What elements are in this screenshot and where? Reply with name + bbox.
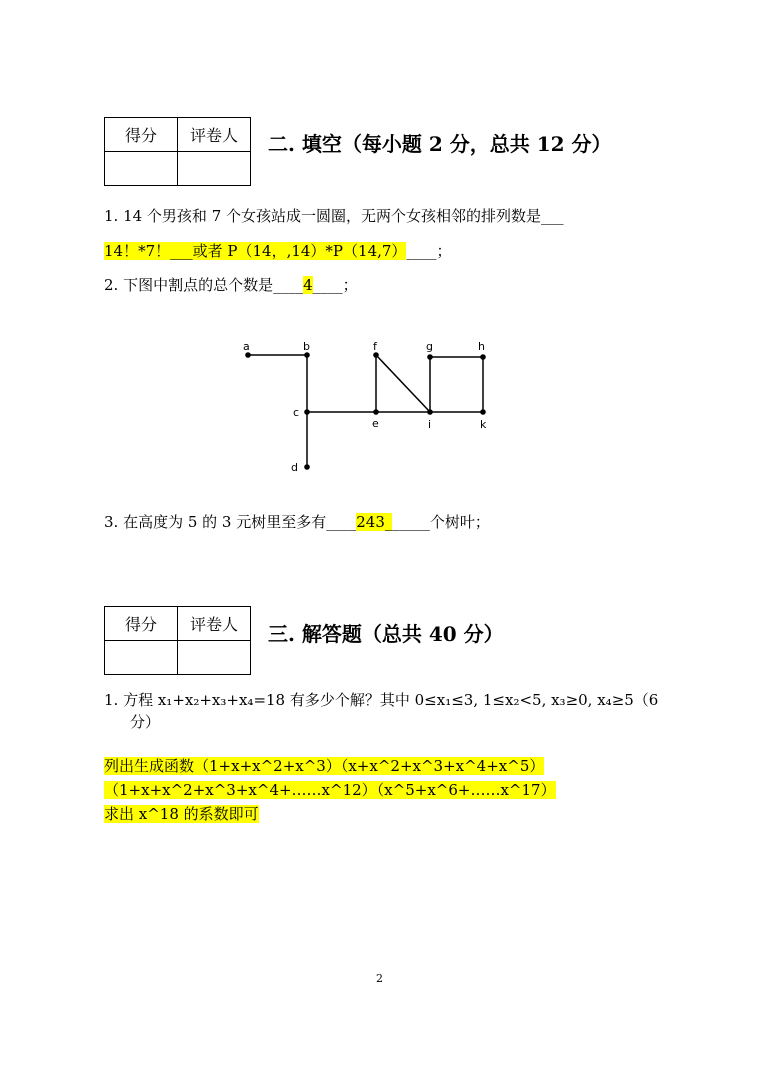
- score-header: 得分: [105, 118, 178, 152]
- q3-line: [104, 511, 490, 532]
- s3-answer-line-3: [104, 803, 259, 824]
- q3-prefix: 3. 在高度为 5 的 3 元树里至多有____: [104, 513, 357, 531]
- q2-answer: 4: [303, 276, 313, 294]
- s3-answer-line-1: [104, 755, 544, 776]
- label-k: k: [480, 418, 487, 431]
- label-f: f: [373, 340, 377, 353]
- q1-text: 1. 14 个男孩和 7 个女孩站成一圆圈，无两个女孩相邻的排列数是___: [104, 207, 564, 225]
- s3-answer-text-3: 求出 x^18 的系数即可: [104, 805, 259, 823]
- s3-q1-line2: 分）: [130, 713, 161, 731]
- label-a: a: [243, 340, 250, 353]
- section2-title: 二. 填空（每小题 2 分，总共 12 分）: [268, 132, 612, 156]
- label-e: e: [372, 417, 379, 430]
- q1-answer: 14！*7！___或者 P（14，,14）*P（14,7）: [104, 242, 407, 260]
- label-h: h: [478, 340, 485, 353]
- reviewer-cell: [178, 641, 251, 675]
- s3-q1-line1: 1. 方程 x₁+x₂+x₃+x₄=18 有多少个解？其中 0≤x₁≤3, 1≤x₂<5, x₃≥0, x₄≥5（6: [104, 691, 659, 709]
- score-header: 得分: [105, 607, 178, 641]
- reviewer-header: 评卷人: [178, 607, 251, 641]
- score-table-section3: [104, 606, 251, 675]
- s3-answer-line-2: [104, 779, 556, 800]
- s3-answer-text-1: 列出生成函数（1+x+x^2+x^3）（x+x^2+x^3+x^4+x^5）: [104, 757, 545, 775]
- page-number: 2: [376, 972, 383, 985]
- cut-vertex-graph: [230, 335, 510, 480]
- label-c: c: [293, 406, 300, 419]
- vertex-a: [245, 352, 251, 358]
- vertex-i: [427, 409, 433, 415]
- q2-line: [104, 274, 358, 295]
- vertex-k: [480, 409, 486, 415]
- label-d: d: [291, 461, 298, 474]
- q2-prefix: 2. 下图中割点的总个数是____: [104, 276, 304, 294]
- score-cell: [105, 152, 178, 186]
- q2-suffix: ____；: [312, 276, 358, 294]
- vertex-d: [304, 464, 310, 470]
- vertex-c: [304, 409, 310, 415]
- q1-answer-line: [104, 240, 451, 261]
- reviewer-cell: [178, 152, 251, 186]
- q3-answer: 243_: [356, 513, 393, 531]
- s3-answer-text-2: （1+x+x^2+x^3+x^4+……x^12）（x^5+x^6+……x^17）: [104, 781, 556, 799]
- reviewer-header: 评卷人: [178, 118, 251, 152]
- label-b: b: [303, 340, 310, 353]
- edge-f-i: [376, 355, 430, 412]
- score-table-section2: [104, 117, 251, 186]
- vertex-b: [304, 352, 310, 358]
- vertex-h: [480, 354, 486, 360]
- label-i: i: [428, 418, 432, 431]
- vertex-g: [427, 354, 433, 360]
- label-g: g: [426, 340, 433, 353]
- vertex-e: [373, 409, 379, 415]
- score-cell: [105, 641, 178, 675]
- vertex-f: [373, 352, 379, 358]
- section3-title: 三. 解答题（总共 40 分）: [268, 622, 504, 646]
- q3-suffix: _____个树叶；: [392, 513, 490, 531]
- q1-tail: ____；: [406, 242, 452, 260]
